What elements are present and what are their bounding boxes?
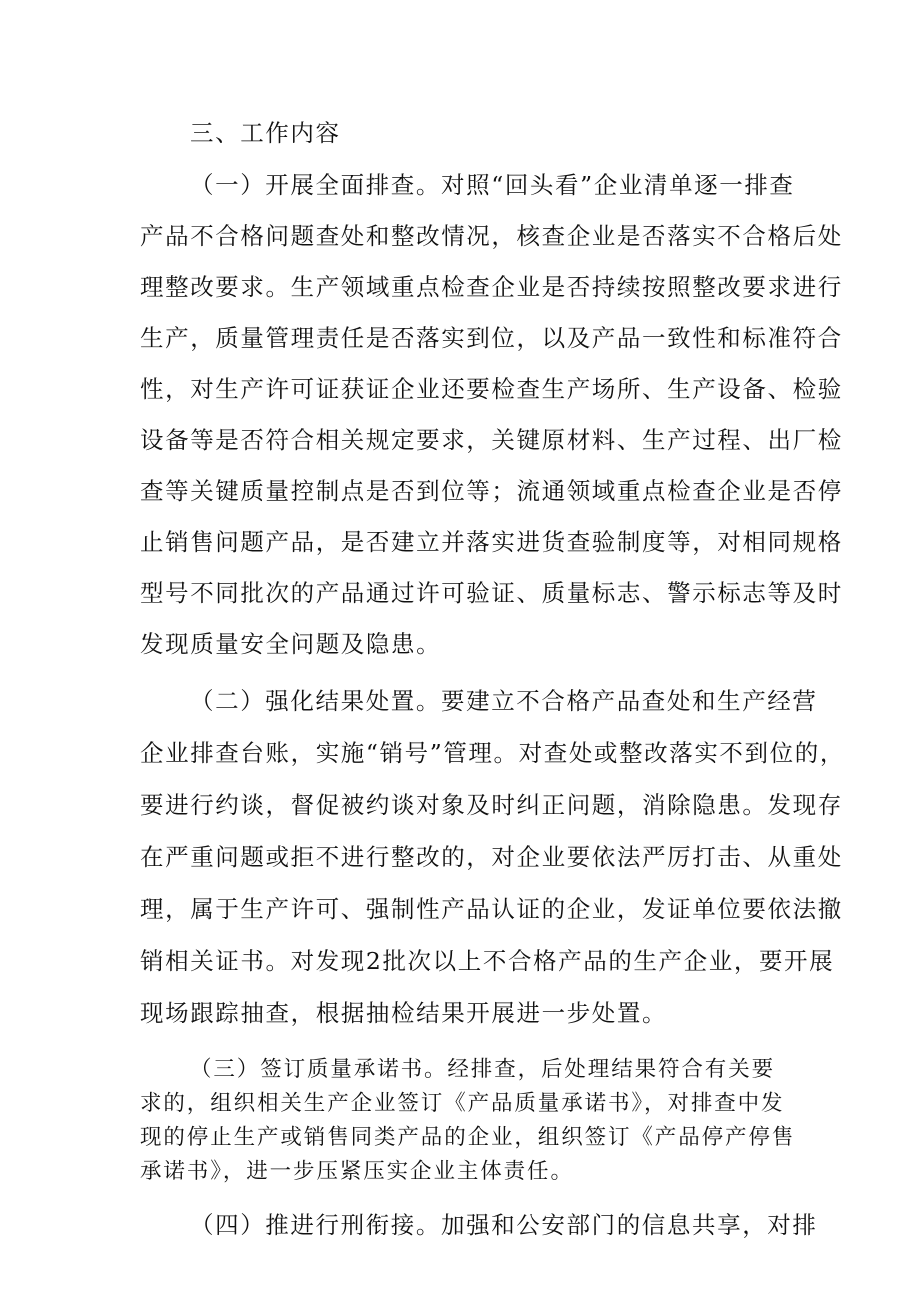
paragraph-2-line-1: （二）强化结果处置。要建立不合格产品查处和生产经营 (190, 687, 818, 715)
paragraph-1-line-3: 理整改要求。生产领域重点检查企业是否持续按照整改要求进行 (140, 273, 843, 301)
paragraph-1-line-7: 查等关键质量控制点是否到位等；流通领域重点检查企业是否停 (140, 477, 843, 505)
paragraph-2-line-2: 企业排查台账，实施“销号”管理。对查处或整改落实不到位的， (140, 739, 845, 767)
paragraph-1-line-10: 发现质量安全问题及隐患。 (140, 630, 442, 658)
paragraph-1-line-8: 止销售问题产品，是否建立并落实进货查验制度等，对相同规格 (140, 528, 843, 556)
paragraph-1-line-5: 性，对生产许可证获证企业还要检查生产场所、生产设备、检验 (140, 375, 843, 403)
paragraph-2-line-7: 现场跟踪抽查，根据抽检结果开展进一步处置。 (140, 999, 668, 1027)
paragraph-3-line-4: 承诺书》，进一步压紧压实企业主体责任。 (140, 1159, 574, 1184)
paragraph-1-line-1: （一）开展全面排查。对照“回头看”企业清单逐一排查 (190, 171, 795, 199)
paragraph-3-line-2: 求的，组织相关生产企业签订《产品质量承诺书》，对排查中发 (140, 1091, 785, 1116)
paragraph-1-line-2: 产品不合格问题查处和整改情况，核查企业是否落实不合格后处 (140, 222, 843, 250)
paragraph-2-line-5: 理，属于生产许可、强制性产品认证的企业，发证单位要依法撤 (140, 895, 843, 923)
paragraph-1-line-4: 生产，质量管理责任是否落实到位，以及产品一致性和标准符合 (140, 324, 843, 352)
paragraph-1-line-9: 型号不同批次的产品通过许可验证、质量标志、警示标志等及时 (140, 579, 843, 607)
paragraph-4-line-1: （四）推进行刑衔接。加强和公安部门的信息共享，对排 (190, 1211, 818, 1239)
section-heading: 三、工作内容 (190, 119, 341, 147)
paragraph-3-line-1: （三）签订质量承诺书。经排查，后处理结果符合有关要 (190, 1057, 776, 1082)
paragraph-2-line-3: 要进行约谈，督促被约谈对象及时纠正问题，消除隐患。发现存 (140, 791, 843, 819)
paragraph-1-line-6: 设备等是否符合相关规定要求，关键原材料、生产过程、出厂检 (140, 426, 843, 454)
paragraph-2-line-6: 销相关证书。对发现2批次以上不合格产品的生产企业，要开展 (140, 947, 835, 975)
paragraph-3-line-3: 现的停止生产或销售同类产品的企业，组织签订《产品停产停售 (140, 1125, 796, 1150)
paragraph-2-line-4: 在严重问题或拒不进行整改的，对企业要依法严厉打击、从重处 (140, 843, 843, 871)
